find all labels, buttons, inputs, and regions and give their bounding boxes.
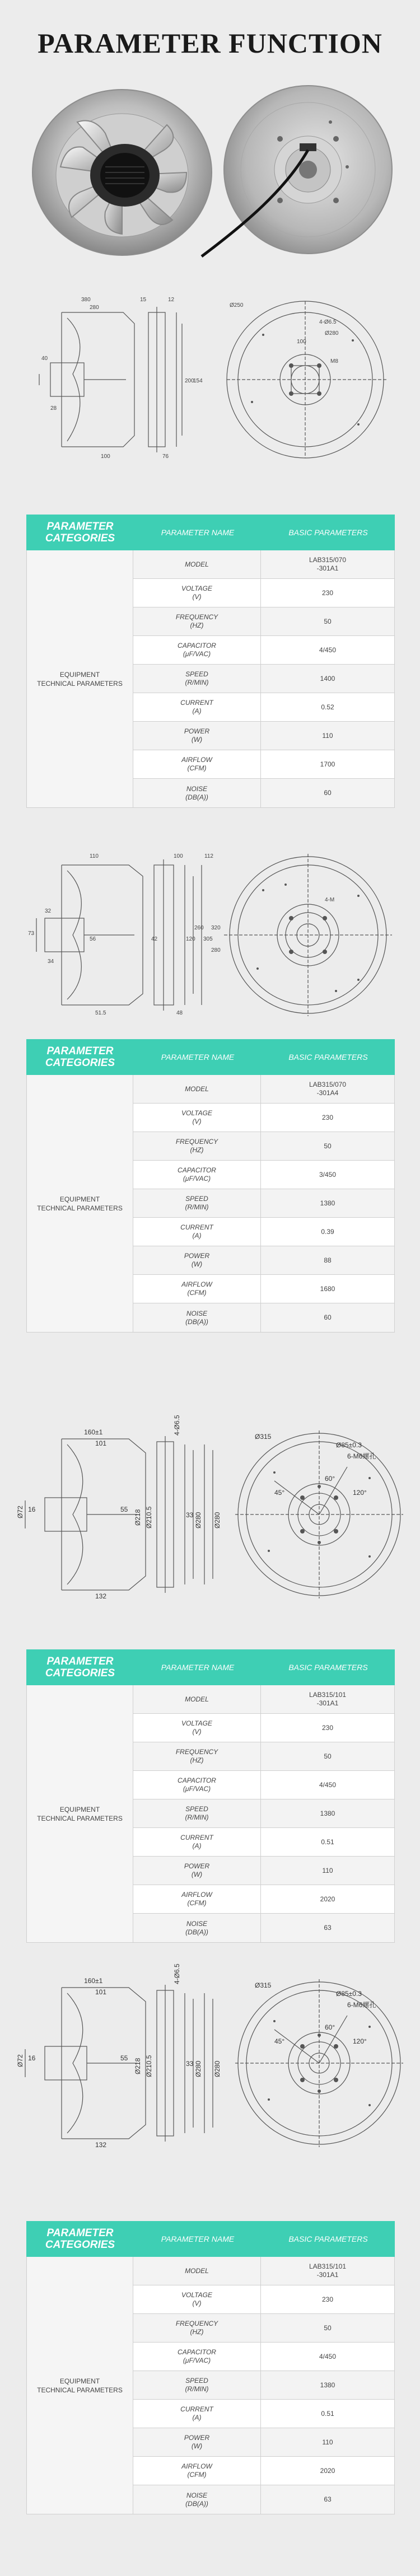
table-row <box>133 1857 394 1885</box>
drawing-label: Ø72 <box>16 1506 24 1518</box>
drawing-label: 16 <box>28 1506 36 1513</box>
param-value: 50 <box>324 1752 332 1760</box>
header-category: PARAMETER CATEGORIES <box>45 1045 115 1069</box>
param-value: LAB315/101 -301A1 <box>309 2262 347 2279</box>
table-row <box>133 2457 394 2485</box>
param-value: 60 <box>324 789 332 797</box>
drawing-label: 4-Ø6.5 <box>173 1963 181 1984</box>
drawing-label: 33 <box>186 1511 194 1519</box>
drawing-label: 73 <box>28 931 35 937</box>
table-row <box>133 1275 394 1303</box>
technical-drawing-4 <box>11 1963 403 2150</box>
table-row <box>133 2371 394 2400</box>
param-name: VOLTAGE (V) <box>133 2285 261 2313</box>
drawing-label: 76 <box>162 454 169 460</box>
drawing-label: Ø85±0.3 <box>336 1990 362 1998</box>
drawing-label: 260 <box>194 925 204 931</box>
param-name: MODEL <box>133 1075 261 1103</box>
param-name: CAPACITOR (μF/VAC) <box>133 636 261 664</box>
drawing-label: Ø210.5 <box>145 1506 153 1528</box>
param-name: CAPACITOR (μF/VAC) <box>133 1771 261 1799</box>
param-value: 2020 <box>320 2466 335 2475</box>
drawing-label: 160±1 <box>84 1428 103 1436</box>
header-category: PARAMETER CATEGORIES <box>45 1656 115 1679</box>
param-name: NOISE (DB(A)) <box>133 779 261 807</box>
drawing-label: 40 <box>41 356 48 362</box>
drawing-label: 34 <box>48 959 54 965</box>
param-name: AIRFLOW (CFM) <box>133 1885 261 1913</box>
drawing-label: 51.5 <box>95 1010 106 1016</box>
param-value: 0.51 <box>321 1838 334 1846</box>
drawing-label: Ø250 <box>230 302 244 308</box>
drawing-label: 112 <box>204 853 213 859</box>
table-row <box>133 607 394 636</box>
category-cell: EQUIPMENT TECHNICAL PARAMETERS <box>27 2257 133 2514</box>
drawing-label: 280 <box>90 305 99 311</box>
table-row <box>133 1189 394 1218</box>
table-row <box>133 722 394 750</box>
param-name: VOLTAGE (V) <box>133 1714 261 1742</box>
param-value: 1700 <box>320 760 335 768</box>
table-row <box>133 550 394 579</box>
category-cell: EQUIPMENT TECHNICAL PARAMETERS <box>27 1685 133 1942</box>
drawing-label: 320 <box>211 925 221 931</box>
table-row <box>133 1914 394 1942</box>
drawing-label: 100 <box>174 853 183 859</box>
param-value: 50 <box>324 1142 332 1150</box>
drawing-label: 6-M6螺孔 <box>347 1452 376 1460</box>
param-value: 0.51 <box>321 2409 334 2418</box>
table-row <box>133 2257 394 2285</box>
drawing-label: 4-M <box>325 897 335 903</box>
param-name: AIRFLOW (CFM) <box>133 1275 261 1303</box>
drawing-label: 45° <box>274 1489 285 1497</box>
drawing-label: Ø218 <box>134 2058 142 2074</box>
param-value: 2020 <box>320 1895 335 1903</box>
drawing-label: Ø280 <box>213 2060 221 2077</box>
param-name: NOISE (DB(A)) <box>133 1914 261 1942</box>
drawing-label: 28 <box>50 405 57 412</box>
drawing-label: Ø280 <box>194 1512 202 1528</box>
param-value: LAB315/070 -301A4 <box>309 1081 347 1097</box>
table-row <box>133 1218 394 1246</box>
param-name: POWER (W) <box>133 1857 261 1885</box>
param-name: CURRENT (A) <box>133 1828 261 1856</box>
drawing-label: Ø218 <box>134 1509 142 1526</box>
drawing-label: 12 <box>168 297 175 303</box>
param-value: 110 <box>322 1866 333 1874</box>
param-value: 1380 <box>320 2381 335 2389</box>
table-row <box>133 779 394 807</box>
drawing-label: Ø210.5 <box>145 2055 153 2077</box>
drawing-label: 101 <box>95 1439 107 1447</box>
table-row <box>133 1161 394 1189</box>
drawing-label: 60° <box>325 1475 335 1483</box>
param-value: 0.39 <box>321 1227 334 1236</box>
table-row <box>133 2285 394 2314</box>
technical-drawing-3 <box>11 1415 403 1601</box>
drawing-label: 120 <box>186 936 195 942</box>
table-row <box>133 2485 394 2514</box>
param-value: 230 <box>321 1113 334 1121</box>
header-basic-parameters: BASIC PARAMETERS <box>288 1663 368 1672</box>
header-category: PARAMETER CATEGORIES <box>45 2227 115 2251</box>
drawing-label: 110 <box>90 853 99 859</box>
table-row <box>133 1714 394 1742</box>
param-value: 4/450 <box>319 1780 337 1789</box>
table-row <box>133 1685 394 1714</box>
header-basic-parameters: BASIC PARAMETERS <box>288 2234 368 2243</box>
param-name: CAPACITOR (μF/VAC) <box>133 2343 261 2371</box>
table-header <box>26 1649 395 1685</box>
drawing-label: 280 <box>211 947 221 953</box>
param-value: 50 <box>324 617 332 625</box>
drawing-label: 55 <box>120 2054 128 2062</box>
header-parameter-name: PARAMETER NAME <box>161 2234 235 2243</box>
category-cell: EQUIPMENT TECHNICAL PARAMETERS <box>27 1075 133 1332</box>
table-row <box>133 1132 394 1161</box>
param-name: FREQUENCY (HZ) <box>133 1742 261 1770</box>
table-row <box>133 2343 394 2371</box>
drawing-label: 32 <box>45 908 52 914</box>
param-name: SPEED (R/MIN) <box>133 1799 261 1827</box>
param-name: NOISE (DB(A)) <box>133 1303 261 1332</box>
spec-table-2 <box>26 1039 395 1333</box>
param-name: SPEED (R/MIN) <box>133 1189 261 1217</box>
table-row <box>133 1075 394 1104</box>
spec-table-4 <box>26 2221 395 2514</box>
drawing-label: 16 <box>28 2054 36 2062</box>
technical-drawing-2 <box>22 851 403 1019</box>
drawing-label: 132 <box>95 2141 107 2149</box>
param-name: NOISE (DB(A)) <box>133 2485 261 2514</box>
header-category: PARAMETER CATEGORIES <box>45 521 115 544</box>
param-value: 50 <box>324 2323 332 2332</box>
table-row <box>133 1828 394 1857</box>
category-cell: EQUIPMENT TECHNICAL PARAMETERS <box>27 550 133 807</box>
table-header <box>26 2221 395 2257</box>
table-row <box>133 1799 394 1828</box>
fan-impeller-photo <box>27 83 217 262</box>
table-row <box>133 2428 394 2457</box>
page-title: PARAMETER FUNCTION <box>38 27 382 59</box>
param-name: CURRENT (A) <box>133 1218 261 1246</box>
drawing-label: Ø280 <box>194 2060 202 2077</box>
drawing-label: 120° <box>353 2037 367 2045</box>
param-name: CAPACITOR (μF/VAC) <box>133 1161 261 1189</box>
param-value: LAB315/101 -301A1 <box>309 1691 347 1707</box>
param-name: MODEL <box>133 550 261 578</box>
table-row <box>133 1246 394 1275</box>
param-name: CURRENT (A) <box>133 693 261 721</box>
drawing-label: Ø280 <box>213 1512 221 1528</box>
param-value: 1680 <box>320 1284 335 1293</box>
drawing-label: Ø315 <box>255 1981 272 1989</box>
param-name: AIRFLOW (CFM) <box>133 2457 261 2485</box>
param-value: 60 <box>324 1313 332 1321</box>
table-row <box>133 2314 394 2343</box>
header-parameter-name: PARAMETER NAME <box>161 1053 235 1062</box>
param-name: FREQUENCY (HZ) <box>133 607 261 635</box>
drawing-label: 101 <box>95 1988 107 1996</box>
param-value: 3/450 <box>319 1170 337 1179</box>
drawing-label: Ø72 <box>16 2054 24 2067</box>
table-row <box>133 750 394 779</box>
param-value: 88 <box>324 1256 332 1264</box>
drawing-label: 4-Ø6.5 <box>319 319 337 325</box>
drawing-label: Ø315 <box>255 1433 272 1441</box>
header-basic-parameters: BASIC PARAMETERS <box>288 528 368 537</box>
param-value: 4/450 <box>319 646 337 654</box>
drawing-label: Ø280 <box>325 330 339 336</box>
table-row <box>133 2400 394 2428</box>
drawing-label: 154 <box>193 378 203 384</box>
spec-table-3 <box>26 1649 395 1943</box>
table-row <box>133 1885 394 1914</box>
param-value: LAB315/070 -301A1 <box>309 556 347 572</box>
param-name: CURRENT (A) <box>133 2400 261 2428</box>
header-basic-parameters: BASIC PARAMETERS <box>288 1053 368 1062</box>
param-value: 1380 <box>320 1199 335 1207</box>
drawing-label: 380 <box>81 297 91 303</box>
param-name: FREQUENCY (HZ) <box>133 1132 261 1160</box>
drawing-label: 48 <box>176 1010 183 1016</box>
param-name: AIRFLOW (CFM) <box>133 750 261 778</box>
param-value: 63 <box>324 2495 332 2503</box>
drawing-label: 42 <box>151 936 158 942</box>
drawing-label: 15 <box>140 297 147 303</box>
param-name: SPEED (R/MIN) <box>133 2371 261 2399</box>
param-name: POWER (W) <box>133 1246 261 1274</box>
drawing-label: 120° <box>353 1489 367 1497</box>
technical-drawing-1 <box>28 290 398 469</box>
header-parameter-name: PARAMETER NAME <box>161 528 235 537</box>
table-row <box>133 665 394 693</box>
drawing-label: 55 <box>120 1506 128 1513</box>
table-row <box>133 579 394 607</box>
drawing-label: 100 <box>297 339 306 345</box>
param-name: MODEL <box>133 1685 261 1713</box>
table-row <box>133 1742 394 1771</box>
param-value: 230 <box>321 588 334 597</box>
drawing-label: 200 <box>185 378 194 384</box>
table-row <box>133 1104 394 1132</box>
drawing-label: 56 <box>90 936 96 942</box>
drawing-label: 6-M6螺孔 <box>347 2001 376 2009</box>
param-name: MODEL <box>133 2257 261 2285</box>
table-row <box>133 1771 394 1799</box>
drawing-label: 305 <box>203 936 213 942</box>
drawing-label: 160±1 <box>84 1977 103 1985</box>
param-value: 4/450 <box>319 2352 337 2360</box>
param-name: VOLTAGE (V) <box>133 579 261 607</box>
fan-motor-back-photo <box>196 83 392 268</box>
table-header <box>26 515 395 550</box>
drawing-label: 45° <box>274 2037 285 2045</box>
drawing-label: Ø85±0.3 <box>336 1441 362 1449</box>
table-row <box>133 636 394 665</box>
param-name: POWER (W) <box>133 722 261 750</box>
param-value: 230 <box>321 1723 334 1732</box>
drawing-label: 4-Ø6.5 <box>173 1415 181 1436</box>
param-value: 1400 <box>320 674 335 682</box>
table-row <box>133 693 394 722</box>
param-value: 1380 <box>320 1809 335 1817</box>
param-name: POWER (W) <box>133 2428 261 2456</box>
header-parameter-name: PARAMETER NAME <box>161 1663 235 1672</box>
drawing-label: 100 <box>101 454 110 460</box>
drawing-label: M8 <box>330 358 338 364</box>
param-name: VOLTAGE (V) <box>133 1104 261 1132</box>
drawing-label: 132 <box>95 1592 107 1600</box>
drawing-label: 33 <box>186 2060 194 2068</box>
drawing-label: 60° <box>325 2023 335 2031</box>
spec-table-1 <box>26 515 395 808</box>
param-value: 0.52 <box>321 703 334 711</box>
param-value: 110 <box>322 2438 333 2446</box>
param-name: SPEED (R/MIN) <box>133 665 261 693</box>
param-value: 230 <box>321 2295 334 2303</box>
param-value: 110 <box>322 731 333 740</box>
table-header <box>26 1039 395 1075</box>
table-row <box>133 1303 394 1332</box>
param-name: FREQUENCY (HZ) <box>133 2314 261 2342</box>
param-value: 63 <box>324 1924 332 1932</box>
